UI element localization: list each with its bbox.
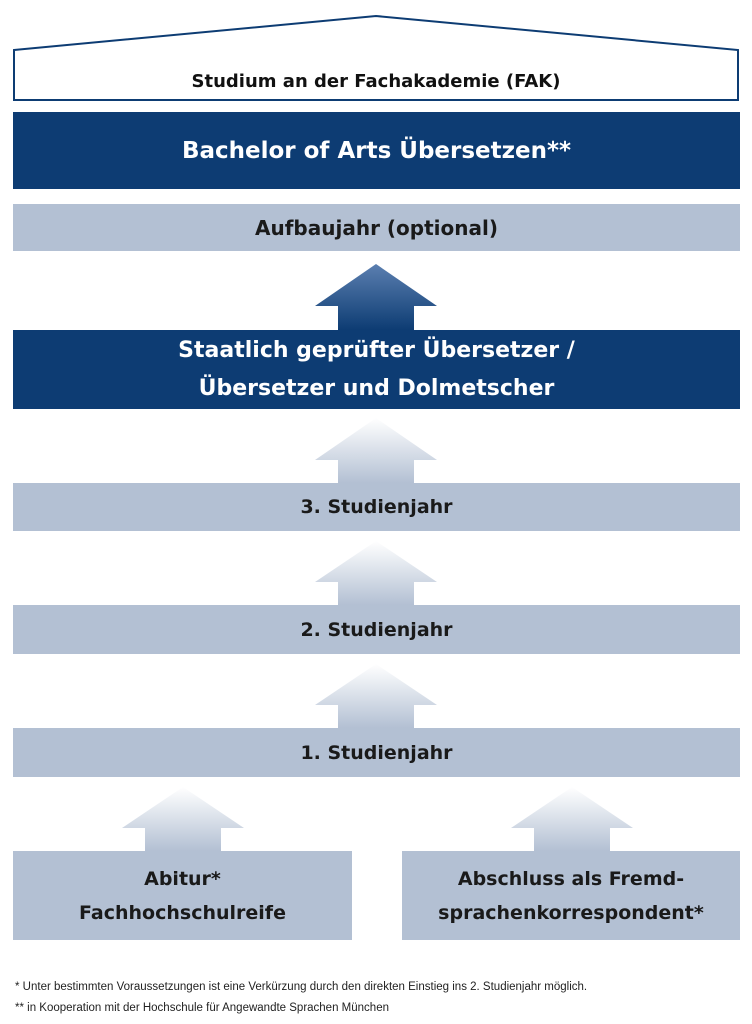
entry-fremdsprachen-line2: sprachenkorrespondent* [438, 901, 704, 924]
roof-title: Studium an der Fachakademie (FAK) [191, 70, 561, 92]
footnote-1: * Unter bestimmten Voraussetzungen ist eine Verkürzung durch den direkten Einstieg ins 2. Studienjahr möglich. [15, 981, 588, 993]
staatlich-line1: Staatlich geprüfter Übersetzer / [178, 337, 575, 363]
arrow-up-icon [122, 787, 244, 851]
aufbaujahr-box [13, 204, 740, 251]
jahr3-box [13, 483, 740, 531]
jahr2-label: 2. Studienjahr [300, 618, 453, 641]
arrow-up-icon [315, 264, 437, 330]
entry-fremdsprachen-box [402, 851, 740, 940]
aufbaujahr-label: Aufbaujahr (optional) [255, 215, 498, 240]
arrow-up-icon [315, 664, 437, 728]
staatlich-line2: Übersetzer und Dolmetscher [198, 375, 555, 401]
bachelor-box [13, 112, 740, 189]
footnote-2: ** in Kooperation mit der Hochschule für Angewandte Sprachen München [15, 1002, 389, 1014]
entry-abitur-line2: Fachhochschulreife [79, 901, 286, 924]
jahr3-label: 3. Studienjahr [300, 496, 453, 518]
jahr2-box [13, 605, 740, 654]
entry-abitur-line1: Abitur* [144, 867, 221, 890]
arrow-up-icon [511, 787, 633, 851]
staatlich-box [13, 330, 740, 409]
entry-abitur-box [13, 851, 352, 940]
jahr1-label: 1. Studienjahr [300, 741, 453, 764]
arrow-up-icon [315, 418, 437, 483]
jahr1-box [13, 728, 740, 777]
bachelor-label: Bachelor of Arts Übersetzen** [181, 137, 572, 164]
entry-fremdsprachen-line1: Abschluss als Fremd- [457, 867, 685, 890]
arrow-up-icon [315, 541, 437, 605]
